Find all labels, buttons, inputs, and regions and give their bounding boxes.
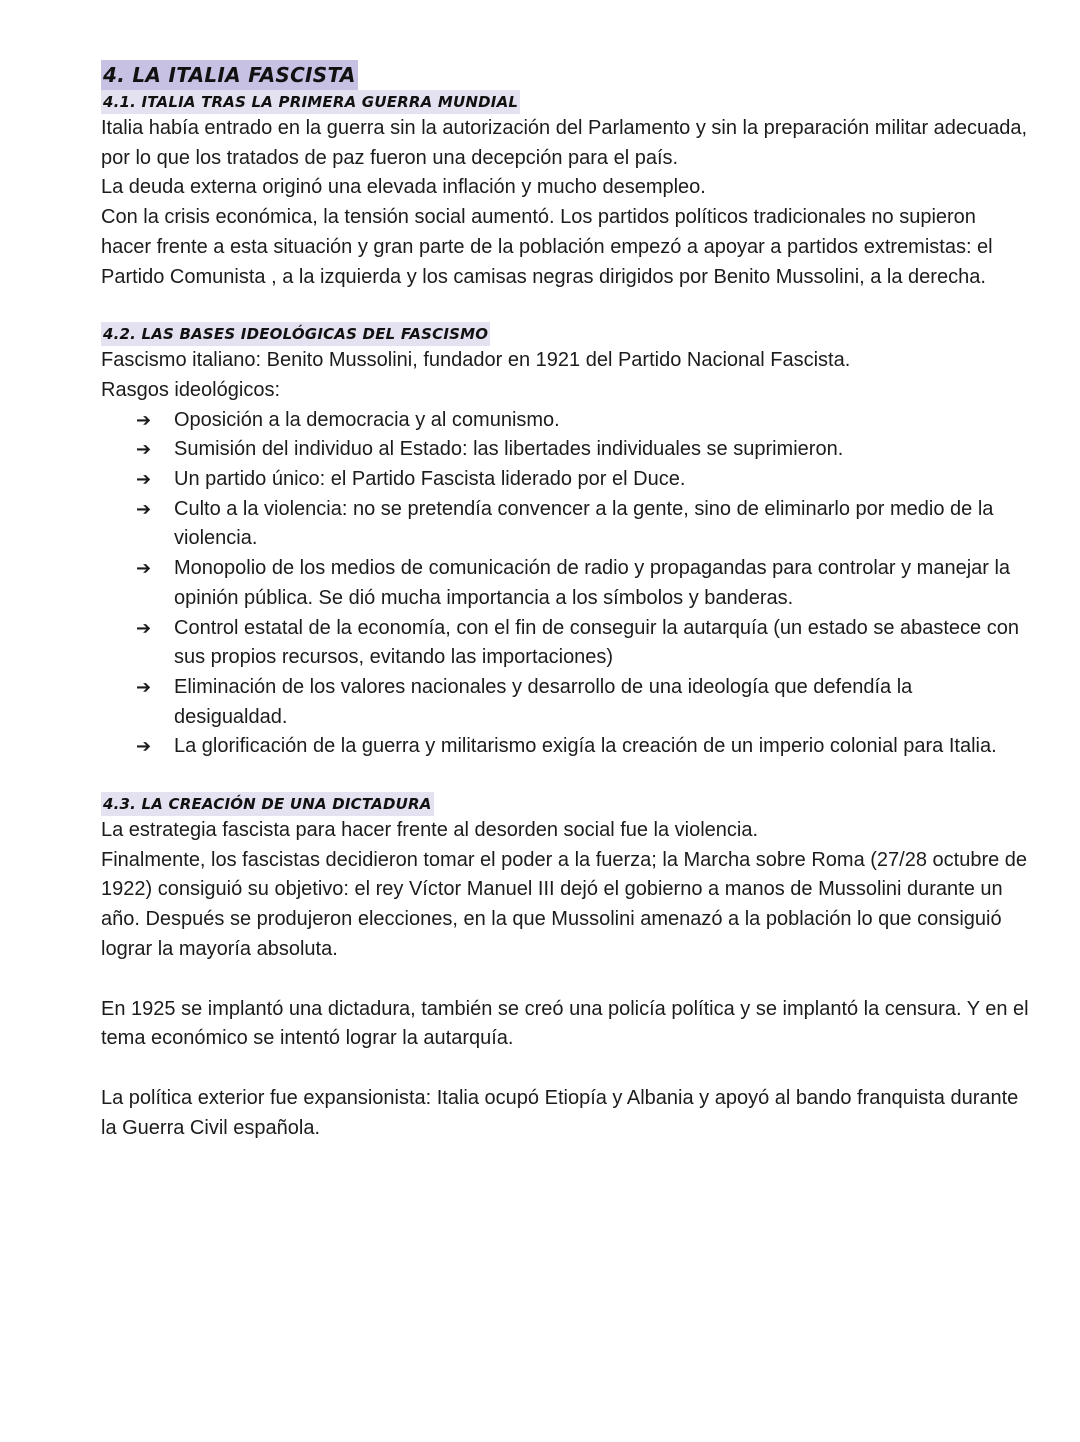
- arrow-right-icon: ➔: [136, 617, 152, 639]
- bullet-list: [101, 406, 1031, 762]
- list-item: [136, 614, 1031, 673]
- paragraph: Rasgos ideológicos:: [101, 378, 280, 401]
- paragraph: En 1925 se implantó una dictadura, también se creó una policía política y se implantó la censura. Y en el tema económico se intentó lograr la autarquía.: [101, 997, 1029, 1050]
- section-4-1: [101, 90, 1031, 292]
- section-heading: 4.2. LAS BASES IDEOLÓGICAS DEL FASCISMO: [101, 322, 490, 346]
- paragraph: Finalmente, los fascistas decidieron tomar el poder a la fuerza; la Marcha sobre Roma (27/28 octubre de 1922) consiguió su objetivo: el rey Víctor Manuel III dejó el gobierno a manos de Mussolini durante un año. Después se produjeron elecciones, en la que Mussolini amenazó a la población lo que consiguió lograr la mayoría absoluta.: [101, 848, 1028, 960]
- list-item: [136, 465, 1031, 495]
- arrow-right-icon: ➔: [136, 736, 152, 758]
- list-item-text: Culto a la violencia: no se pretendía convencer a la gente, sino de eliminarlo por medio de la violencia.: [174, 497, 994, 550]
- list-item-text: Eliminación de los valores nacionales y desarrollo de una ideología que defendía la desigualdad.: [174, 675, 913, 728]
- list-item-text: Control estatal de la economía, con el fin de conseguir la autarquía (un estado se abastece con sus propios recursos, evitando las importaciones): [174, 616, 1019, 669]
- arrow-right-icon: ➔: [136, 409, 152, 431]
- list-item: [136, 435, 1031, 465]
- arrow-right-icon: ➔: [136, 498, 152, 520]
- list-item-text: Monopolio de los medios de comunicación de radio y propagandas para controlar y manejar la opinión pública. Se dió mucha importancia a los símbolos y banderas.: [174, 557, 1011, 609]
- arrow-right-icon: ➔: [136, 558, 152, 580]
- section-4-3: [101, 792, 1031, 1143]
- document-title: 4. LA ITALIA FASCISTA: [101, 60, 358, 90]
- list-item-text: Sumisión del individuo al Estado: las libertades individuales se suprimieron.: [174, 438, 844, 461]
- list-item: [136, 554, 1031, 613]
- arrow-right-icon: ➔: [136, 439, 152, 461]
- section-4-2: [101, 322, 1031, 762]
- arrow-right-icon: ➔: [136, 469, 152, 491]
- section-heading: 4.3. LA CREACIÓN DE UNA DICTADURA: [101, 792, 434, 816]
- list-item: [136, 732, 1031, 762]
- list-item-text: Un partido único: el Partido Fascista liderado por el Duce.: [174, 468, 686, 491]
- paragraph: La deuda externa originó una elevada inflación y mucho desempleo.: [101, 176, 706, 199]
- paragraph: La estrategia fascista para hacer frente al desorden social fue la violencia.: [101, 819, 759, 842]
- document-page: [101, 60, 1031, 1143]
- list-item: [136, 495, 1031, 554]
- list-item: [136, 673, 1031, 732]
- paragraph: La política exterior fue expansionista: Italia ocupó Etiopía y Albania y apoyó al bando franquista durante la Guerra Civil española.: [101, 1086, 1019, 1139]
- list-item-text: La glorificación de la guerra y militarismo exigía la creación de un imperio colonial para Italia.: [174, 735, 997, 758]
- paragraph: Con la crisis económica, la tensión social aumentó. Los partidos políticos tradicionales no supieron hacer frente a esta situación y gran parte de la población empezó a apoyar a partidos extremistas: el Partido Comunista , a la izquierda y los camisas negras dirigidos por Benito Mussolini, a la derecha.: [101, 206, 993, 288]
- list-item-text: Oposición a la democracia y al comunismo.: [174, 408, 560, 431]
- list-item: [136, 406, 1031, 436]
- paragraph: Fascismo italiano: Benito Mussolini, fundador en 1921 del Partido Nacional Fascista.: [101, 349, 851, 372]
- paragraph: Italia había entrado en la guerra sin la autorización del Parlamento y sin la preparación militar adecuada, por lo que los tratados de paz fueron una decepción para el país.: [101, 117, 1028, 169]
- section-heading: 4.1. ITALIA TRAS LA PRIMERA GUERRA MUNDIAL: [101, 90, 520, 114]
- arrow-right-icon: ➔: [136, 676, 152, 698]
